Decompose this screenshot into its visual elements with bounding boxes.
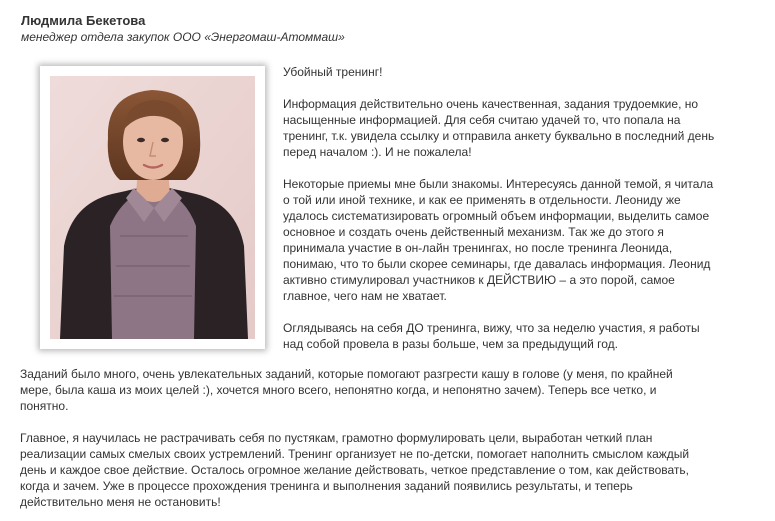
author-name: Людмила Бекетова <box>21 13 146 28</box>
review-text-right <box>283 64 773 352</box>
review-line: над собой провела в разы больше, чем за предыдущий год. <box>283 337 618 351</box>
author-photo-frame <box>40 66 265 349</box>
review-line: действительно меня не остановить! <box>20 495 221 509</box>
review-line: мере, была каша из моих целей :), хочется много всего, непонятно когда, и непонятно зачем). Теперь все четко, и <box>20 383 657 397</box>
review-line: Убойный тренинг! <box>283 65 383 79</box>
review-line: Информация действительно очень качественная, задания трудоемкие, но <box>283 97 699 111</box>
review-text-full <box>20 366 772 510</box>
review-line: Главное, я научилась не растрачивать себя по пустякам, грамотно формулировать цели, выработан четкий план <box>20 431 653 445</box>
review-line: Оглядываясь на себя ДО тренинга, вижу, что за неделю участия, я работы <box>283 321 700 335</box>
review-line: насыщенные информацией. Для себя считаю удачей то, что попала на <box>283 113 681 127</box>
author-header <box>21 13 345 45</box>
review-line: удалось систематизировать огромный объем информации, выделить самое <box>283 209 710 223</box>
review-line: главное, чего нам не хватает. <box>283 289 447 303</box>
review-line: основное и создать очень действенный механизм. Так же до этого я <box>283 225 664 239</box>
review-line: Некоторые приемы мне были знакомы. Интересуясь данной темой, я читала <box>283 177 714 191</box>
review-line: Заданий было много, очень увлекательных заданий, которые помогают разгрести кашу в голове (у меня, по крайней <box>20 367 673 381</box>
review-line: понятно. <box>20 399 69 413</box>
review-line: когда и зачем. Уже в процессе прохождения тренинга и выполнения заданий появились результаты, и теперь <box>20 479 633 493</box>
author-role: менеджер отдела закупок ООО «Энергомаш-Атоммаш» <box>21 30 345 44</box>
review-line: тренинг, т.к. увидела ссылку и отправила анкету буквально в последний день <box>283 129 715 143</box>
review-line: перед началом :). И не пожалела! <box>283 145 472 159</box>
review-line: понимаю, что то были скорее семинары, где давалась информация. Леонид <box>283 257 711 271</box>
portrait-photo-icon <box>50 76 255 339</box>
review-line: о той или иной технике, и как ее применять в отдельности. Леониду же <box>283 193 681 207</box>
review-line: активно стимулировал участников к ДЕЙСТВИЮ – а это порой, самое <box>283 273 675 287</box>
review-line: день и каждое свое действие. Осталось огромное желание действовать, четкое представление о том, как действовать, <box>20 463 690 477</box>
review-line: принимала участие в он-лайн тренингах, но после тренинга Леонида, <box>283 241 673 255</box>
review-line: реализации самых смелых своих устремлений. Тренинг организует не по-детски, помогает наполнить смыслом каждый <box>20 447 690 461</box>
